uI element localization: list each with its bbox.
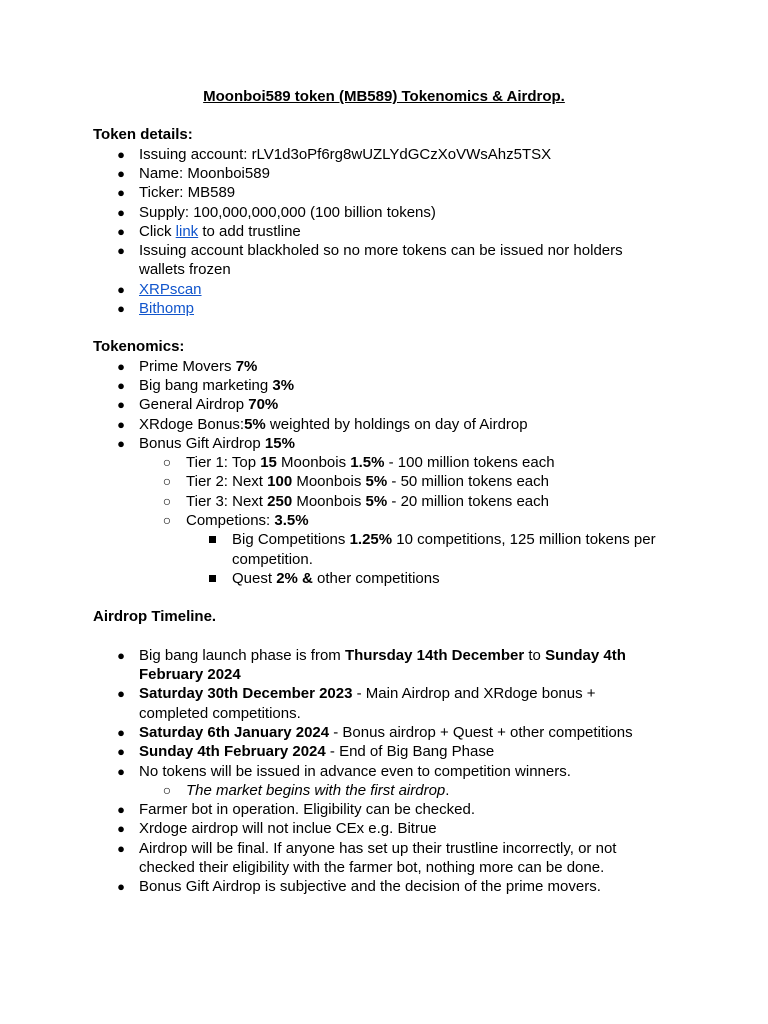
tier3-label: Tier 3: Next	[186, 493, 268, 510]
feb4-desc: - End of Big Bang Phase	[325, 743, 495, 760]
quest-item	[232, 569, 440, 588]
tier3-count: 250	[267, 493, 293, 510]
big-comp-suffix: 10 competitions, 125 million tokens per	[392, 531, 656, 548]
token-details-heading: Token details:	[93, 126, 193, 143]
tier2-label: Tier 2: Next	[186, 473, 268, 490]
prime-movers-label: Prime Movers	[139, 358, 236, 375]
jan6-desc: - Bonus airdrop + Quest + other competitions	[329, 724, 633, 741]
xrpscan-item	[139, 280, 202, 299]
tier1-label: Tier 1: Top	[186, 454, 261, 471]
bullet-icon: ●	[117, 224, 125, 239]
bonus-gift-label: Bonus Gift Airdrop	[139, 435, 265, 452]
launch-text: Big bang launch phase is from	[139, 647, 345, 664]
dec30-desc: - Main Airdrop and XRdoge bonus +	[352, 685, 596, 702]
tier1-desc: - 100 million tokens each	[384, 454, 555, 471]
trustline-prefix: Click	[139, 223, 176, 240]
trustline-link[interactable]: link	[175, 223, 199, 240]
launch-phase-line2	[139, 665, 241, 684]
jan6-item	[139, 723, 633, 742]
general-airdrop-pct: 70%	[248, 396, 279, 413]
tier3-pct: 5%	[365, 493, 388, 510]
tier3-desc: - 20 million tokens each	[387, 493, 549, 510]
airdrop-final-line2: checked their eligibility with the farmer bot, nothing more can be done.	[139, 859, 605, 876]
tier2-moonbois: Moonbois	[292, 473, 366, 490]
xrdoge-cex-item: Xrdoge airdrop will not inclue CEx e.g. Bitrue	[139, 820, 437, 837]
bullet-icon: ●	[117, 166, 125, 181]
launch-start-date: Thursday 14th December	[344, 647, 525, 664]
hollow-bullet-icon: ○	[162, 782, 172, 798]
farmer-bot-item: Farmer bot in operation. Eligibility can be checked.	[139, 801, 476, 818]
bithomp-item	[139, 299, 194, 318]
tier3-item	[186, 492, 549, 511]
big-competitions-item	[232, 530, 656, 549]
competitions-label: Competions:	[186, 512, 275, 529]
issuing-account-item: Issuing account: rLV1d3oPf6rg8wUZLYdGCzXoVWsAhz5TSX	[139, 146, 552, 163]
hollow-bullet-icon: ○	[162, 473, 172, 489]
xrdoge-bonus-item	[139, 415, 528, 434]
bullet-icon: ●	[117, 147, 125, 162]
bullet-icon: ●	[117, 686, 125, 701]
dec30-line2: completed competitions.	[139, 705, 301, 722]
big-bang-item	[139, 376, 294, 395]
tier1-item	[186, 453, 555, 472]
feb4-item	[139, 742, 494, 761]
xrdoge-label: XRdoge Bonus:	[139, 416, 245, 433]
blackholed-item-line1: Issuing account blackholed so no more tokens can be issued nor holders	[139, 242, 623, 259]
bullet-icon: ●	[117, 764, 125, 779]
competitions-pct: 3.5%	[274, 512, 309, 529]
prime-movers-pct: 7%	[235, 358, 258, 375]
xrdoge-suffix: weighted by holdings on day of Airdrop	[265, 416, 528, 433]
launch-end-date-cont: February 2024	[139, 666, 241, 683]
tier2-desc: - 50 million tokens each	[387, 473, 549, 490]
launch-end-date: Sunday 4th	[545, 647, 626, 664]
bullet-icon: ●	[117, 879, 125, 894]
bullet-icon: ●	[117, 725, 125, 740]
xrpscan-link[interactable]: XRPscan	[139, 281, 202, 298]
feb4-date: Sunday 4th February 2024	[139, 743, 326, 760]
bullet-icon: ●	[117, 185, 125, 200]
bullet-icon: ●	[117, 821, 125, 836]
bullet-icon: ●	[117, 301, 125, 316]
square-bullet-icon	[209, 569, 219, 588]
tier2-item	[186, 472, 549, 491]
ticker-item: Ticker: MB589	[139, 184, 236, 201]
big-bang-label: Big bang marketing	[139, 377, 273, 394]
bonus-gift-pct: 15%	[264, 435, 295, 452]
hollow-bullet-icon: ○	[162, 493, 172, 509]
tier3-moonbois: Moonbois	[292, 493, 366, 510]
big-competitions-line2: competition.	[232, 551, 313, 568]
square-bullet-icon	[209, 530, 219, 549]
tier2-pct: 5%	[365, 473, 388, 490]
trustline-item	[139, 222, 301, 241]
quest-pct: 2% &	[276, 570, 313, 587]
dec30-date: Saturday 30th December 2023	[139, 685, 353, 702]
no-tokens-item: No tokens will be issued in advance even to competition winners.	[139, 763, 571, 780]
tokenomics-heading: Tokenomics:	[93, 338, 185, 355]
hollow-bullet-icon: ○	[162, 512, 172, 528]
bullet-icon: ●	[117, 243, 125, 258]
bullet-icon: ●	[117, 802, 125, 817]
market-begins-item	[186, 781, 449, 800]
timeline-heading: Airdrop Timeline.	[93, 608, 217, 625]
hollow-bullet-icon: ○	[162, 454, 172, 470]
bullet-icon: ●	[117, 378, 125, 393]
bullet-icon: ●	[117, 205, 125, 220]
prime-movers-item	[139, 357, 257, 376]
document-title: Moonboi589 token (MB589) Tokenomics & Airdrop.	[203, 88, 565, 105]
bonus-gift-item	[139, 434, 295, 453]
bullet-icon: ●	[117, 397, 125, 412]
market-begins-text: The market begins with the first airdrop	[186, 782, 446, 799]
general-airdrop-label: General Airdrop	[139, 396, 249, 413]
blackholed-item-line2: wallets frozen	[139, 261, 231, 278]
bonus-subjective-item: Bonus Gift Airdrop is subjective and the decision of the prime movers.	[139, 878, 601, 895]
name-item: Name: Moonboi589	[139, 165, 270, 182]
quest-label: Quest	[232, 570, 277, 587]
tier1-count: 15	[260, 454, 277, 471]
launch-phase-item	[139, 646, 626, 665]
tier1-pct: 1.5%	[350, 454, 385, 471]
competitions-item	[186, 511, 309, 530]
big-comp-label: Big Competitions	[232, 531, 350, 548]
big-bang-pct: 3%	[272, 377, 295, 394]
bullet-icon: ●	[117, 417, 125, 432]
bullet-icon: ●	[117, 359, 125, 374]
bithomp-link[interactable]: Bithomp	[139, 300, 195, 317]
xrdoge-pct: 5%	[244, 416, 266, 433]
launch-to: to	[524, 647, 546, 664]
quest-suffix: other competitions	[312, 570, 440, 587]
bullet-icon: ●	[117, 282, 125, 297]
jan6-date: Saturday 6th January 2024	[139, 724, 330, 741]
bullet-icon: ●	[117, 648, 125, 663]
big-comp-pct: 1.25%	[349, 531, 393, 548]
airdrop-final-item: Airdrop will be final. If anyone has set up their trustline incorrectly, or not	[139, 840, 617, 857]
general-airdrop-item	[139, 395, 278, 414]
dec30-item	[139, 684, 596, 703]
trustline-suffix: to add trustline	[198, 223, 301, 240]
supply-item: Supply: 100,000,000,000 (100 billion tokens)	[139, 204, 436, 221]
bullet-icon: ●	[117, 436, 125, 451]
bullet-icon: ●	[117, 744, 125, 759]
market-begins-period: .	[445, 782, 450, 799]
bullet-icon: ●	[117, 841, 125, 856]
tier2-count: 100	[267, 473, 293, 490]
tier1-moonbois: Moonbois	[276, 454, 351, 471]
